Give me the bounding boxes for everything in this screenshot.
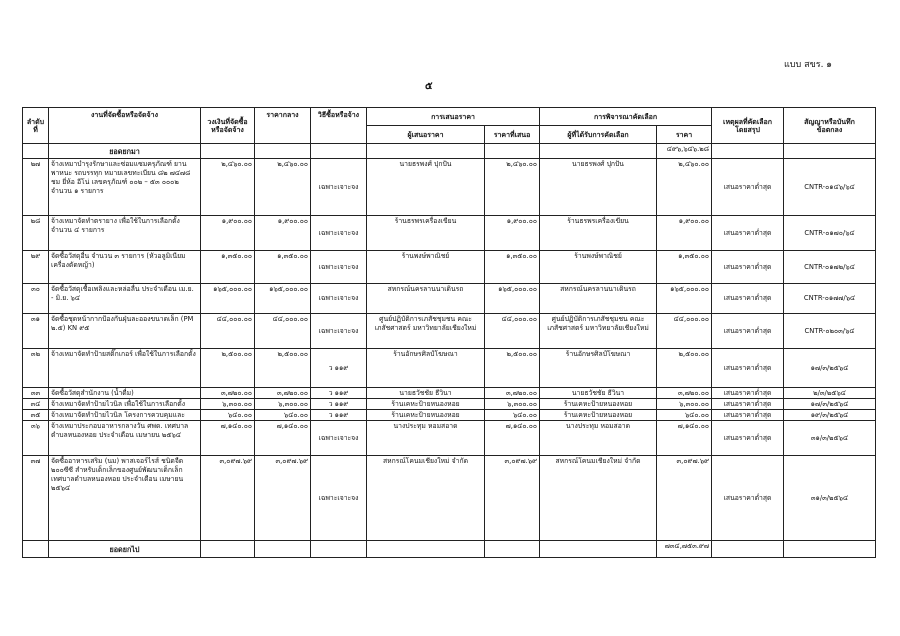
- cell-text: ๒,๔๖๐.๐๐: [678, 160, 710, 168]
- cell-bid-price: [485, 349, 540, 388]
- cell-selected: [540, 284, 657, 314]
- cell-bidder: [367, 349, 485, 388]
- cell-text: ๒/๓/๒๕๖๔: [813, 388, 846, 397]
- cell-reason: [712, 421, 784, 456]
- cell-bid-price: [485, 144, 540, 159]
- cell-text: ๑,๓๕๐.๐๐: [221, 252, 252, 260]
- cell-text: เสนอราคาต่ำสุด: [723, 399, 772, 408]
- cell-reference-price: [255, 349, 311, 388]
- cell-reason: [712, 251, 784, 284]
- cell-text: ๓๐: [31, 285, 40, 293]
- cell-text: จ้างเหมาประกอบอาหารกลางวัน ศพด. เทศบาลตำบลหนองหอย ประจำเดือน เมษายน ๒๕๖๔: [51, 422, 189, 439]
- cell-reference-price: [255, 456, 311, 541]
- cell-text: ๓,๐๙๗.๖๙: [504, 457, 538, 465]
- cell-reference-price: [255, 421, 311, 456]
- cell-no: [23, 144, 49, 159]
- cell-selected-price: [657, 541, 712, 558]
- table-row: [23, 159, 876, 216]
- cell-text: ร้านธรพรเครื่องเขียน: [567, 217, 629, 225]
- cell-no: [23, 251, 49, 284]
- cell-method: [311, 541, 367, 558]
- cell-text: ๖,๓๐๐.๐๐: [679, 400, 710, 408]
- form-code: แบบ สขร. ๑: [784, 60, 833, 70]
- cell-text: ๔๔,๐๐๐.๐๐: [272, 315, 308, 323]
- cell-text: ๒,๕๐๐.๐๐: [277, 350, 308, 358]
- cell-method: [311, 314, 367, 349]
- cell-selected: [540, 159, 657, 216]
- cell-text: ยอดยกมา: [109, 146, 140, 156]
- cell-selected: [540, 349, 657, 388]
- header-reference-price: ราคากลาง: [255, 108, 311, 144]
- cell-budget: [201, 216, 255, 251]
- cell-text: ๑๗/๓/๒๕๖๔: [810, 399, 849, 408]
- cell-text: ร้านอักษรศิลป์โฆษณา: [565, 350, 631, 358]
- cell-selected: [540, 456, 657, 541]
- procurement-table: [22, 107, 876, 558]
- cell-text: สหกรณ์นครลานนาเดินรถ: [560, 285, 636, 293]
- cell-selected: [540, 388, 657, 399]
- cell-text: เฉพาะเจาะจง: [318, 493, 359, 502]
- cell-bid-price: [485, 456, 540, 541]
- cell-budget: [201, 159, 255, 216]
- header-selection: การพิจารณาคัดเลือก: [540, 108, 712, 126]
- cell-text: จัดซื้อวัสดุสำนักงาน (น้ำดื่ม): [51, 389, 134, 397]
- cell-selected: [540, 216, 657, 251]
- cell-selected: [540, 399, 657, 410]
- cell-no: [23, 421, 49, 456]
- cell-reason: [712, 541, 784, 558]
- header-no: ลำดับ ที่: [23, 108, 49, 144]
- cell-bidder: [367, 251, 485, 284]
- cell-reason: [712, 159, 784, 216]
- cell-bidder: [367, 314, 485, 349]
- cell-text: ๓๕: [30, 411, 41, 419]
- header-reason: เหตุผลที่คัดเลือก โดยสรุป: [712, 108, 784, 144]
- cell-text: นายธวัชชัย ธีวินา: [571, 389, 625, 397]
- cell-text: ร้านเคหะป้ายหนองหอย: [563, 400, 633, 408]
- cell-text: CNTR-๐๑๗๗/๖๔: [803, 294, 856, 302]
- cell-selected: [540, 144, 657, 159]
- cell-contract: [784, 410, 876, 421]
- carried-forward-row: [23, 541, 876, 558]
- cell-no: [23, 410, 49, 421]
- cell-method: [311, 421, 367, 456]
- cell-bidder: [367, 144, 485, 159]
- cell-reference-price: [255, 410, 311, 421]
- cell-budget: [201, 399, 255, 410]
- cell-text: ๖๔๐.๐๐: [227, 411, 252, 419]
- cell-method: [311, 399, 367, 410]
- cell-bid-price: [485, 314, 540, 349]
- cell-no: [23, 541, 49, 558]
- cell-method: [311, 284, 367, 314]
- cell-reason: [712, 410, 784, 421]
- cell-bidder: [367, 388, 485, 399]
- cell-contract: [784, 456, 876, 541]
- cell-text: จ้างเหมาจัดทำตรายาง เพื่อใช้ในการเลือกตั้ง จำนวน ๔ รายการ: [51, 217, 180, 234]
- cell-text: ๓,๗๒๐.๐๐: [276, 389, 308, 397]
- cell-method: [311, 410, 367, 421]
- cell-selected: [540, 314, 657, 349]
- cell-no: [23, 399, 49, 410]
- cell-reason: [712, 349, 784, 388]
- cell-text: ๑,๓๕๐.๐๐: [678, 252, 710, 260]
- cell-text: สหกรณ์โคนมเชียงใหม่ จำกัด: [555, 457, 641, 465]
- cell-bidder: [367, 284, 485, 314]
- cell-text: ว ๑๑๙: [328, 388, 349, 397]
- cell-text: เฉพาะเจาะจง: [318, 294, 359, 302]
- cell-text: สหกรณ์นครลานนาเดินรถ: [387, 285, 464, 293]
- cell-bid-price: [485, 399, 540, 410]
- cell-text: จ้างเหมาบำรุงรักษาและซ่อมแซมครุภัณฑ์ ยานพาหนะ รถบรรทุก หมายเลขทะเบียน ๘๒ ๗๔๗๘ ชม ยี่ห้อ อีโน่ เลขครุภัณฑ์ ๐๐๒ – ๕๓ ๐๐๐๒ จำนวน ๑ รายการ: [51, 160, 191, 195]
- cell-contract: [784, 421, 876, 456]
- header-selected: ผู้ที่ได้รับการคัดเลือก: [540, 126, 657, 144]
- cell-reference-price: [255, 284, 311, 314]
- cell-text: เสนอราคาต่ำสุด: [723, 326, 772, 335]
- cell-bid-price: [485, 410, 540, 421]
- cell-text: จ้างเหมาจัดทำป้ายไวนิล เพื่อใช้ในการเลือกตั้ง: [51, 400, 186, 408]
- cell-text: ศูนย์ปฏิบัติการเภสัชชุมชน คณะเภสัชศาสตร์ มหาวิทยาลัยเชียงใหม่: [374, 315, 477, 332]
- cell-bid-price: [485, 284, 540, 314]
- cell-text: CNTR-๐๑๗๒/๖๔: [804, 262, 855, 271]
- cell-text: นางประทุม หอมสอาด: [393, 422, 458, 430]
- cell-text: ๒,๔๖๐.๐๐: [277, 160, 308, 168]
- cell-reference-price: [255, 251, 311, 284]
- cell-bidder: [367, 456, 485, 541]
- cell-selected-price: [657, 399, 712, 410]
- cell-method: [311, 388, 367, 399]
- cell-text: ๓๒: [30, 350, 41, 358]
- cell-no: [23, 388, 49, 399]
- cell-text: ว ๑๑๙: [328, 410, 349, 419]
- cell-bid-price: [485, 159, 540, 216]
- cell-text: เสนอราคาต่ำสุด: [723, 228, 772, 237]
- cell-method: [311, 144, 367, 159]
- cell-reference-price: [255, 216, 311, 251]
- cell-text: ร้านเคหะป้ายหนองหอย: [563, 411, 633, 419]
- cell-text: ๑๙/๓/๒๕๖๔: [810, 410, 849, 419]
- cell-selected: [540, 251, 657, 284]
- cell-no: [23, 216, 49, 251]
- cell-selected: [540, 541, 657, 558]
- cell-text: ๗,๑๔๐.๐๐: [220, 422, 252, 430]
- cell-contract: [784, 284, 876, 314]
- cell-reason: [712, 144, 784, 159]
- cell-text: ๓๔: [30, 400, 41, 408]
- cell-text: ๖๔๐.๐๐: [684, 411, 710, 419]
- cell-text: ๒,๕๐๐.๐๐: [221, 350, 252, 358]
- cell-text: เฉพาะเจาะจง: [318, 326, 359, 335]
- cell-text: ๖,๓๐๐.๐๐: [507, 400, 538, 408]
- cell-selected-price: [657, 216, 712, 251]
- table-row: [23, 421, 876, 456]
- cell-contract: [784, 159, 876, 216]
- cell-reason: [712, 216, 784, 251]
- cell-no: [23, 284, 49, 314]
- table-row: [23, 314, 876, 349]
- table-row: [23, 456, 876, 541]
- cell-text: ๓,๐๙๗.๖๙: [219, 457, 252, 465]
- page-number: ๕: [425, 81, 433, 92]
- cell-text: ศูนย์ปฏิบัติการเภสัชชุมชน คณะเภสัชศาสตร์ มหาวิทยาลัยเชียงใหม่: [547, 315, 649, 332]
- cell-item: [49, 456, 201, 541]
- cell-reference-price: [255, 159, 311, 216]
- cell-item: [49, 144, 201, 159]
- cell-item: [49, 541, 201, 558]
- cell-text: ๑๗/๓/๒๕๖๔: [810, 363, 849, 372]
- cell-text: จัดซื้ออาหารเสริม (นม) พาสเจอร์ไรส์ ชนิดจืด ๒๐๐ซีซี สำหรับเด็กเล็กของศูนย์พัฒนาเด็กเล็ก เทศบาลตำบลหนองหอย ประจำเดือน เมษายน ๒๕๖๔: [51, 457, 184, 492]
- cell-text: เฉพาะเจาะจง: [318, 433, 359, 442]
- cell-bid-price: [485, 216, 540, 251]
- cell-selected-price: [657, 410, 712, 421]
- cell-item: [49, 314, 201, 349]
- cell-text: ๓,๗๒๐.๐๐: [506, 389, 538, 397]
- cell-no: [23, 314, 49, 349]
- cell-contract: [784, 144, 876, 159]
- cell-text: ๗๓๔,๗๕๓.๙๗: [664, 542, 710, 550]
- cell-item: [49, 388, 201, 399]
- cell-selected-price: [657, 456, 712, 541]
- table-header: [23, 108, 876, 144]
- cell-budget: [201, 410, 255, 421]
- cell-reference-price: [255, 314, 311, 349]
- cell-text: เฉพาะเจาะจง: [318, 262, 359, 271]
- cell-contract: [784, 216, 876, 251]
- cell-text: ๔๔,๐๐๐.๐๐: [501, 315, 538, 323]
- cell-text: ๑,๙๐๐.๐๐: [678, 217, 710, 225]
- cell-text: ๑,๙๐๐.๐๐: [221, 217, 252, 225]
- cell-text: ๓,๐๙๗.๖๙: [676, 457, 710, 465]
- cell-selected-price: [657, 421, 712, 456]
- cell-reference-price: [255, 144, 311, 159]
- cell-item: [49, 399, 201, 410]
- cell-selected-price: [657, 159, 712, 216]
- cell-reason: [712, 284, 784, 314]
- cell-text: ๑,๙๐๐.๐๐: [506, 217, 538, 225]
- cell-method: [311, 216, 367, 251]
- table-body: [23, 144, 876, 558]
- header-item: งานที่จัดซื้อหรือจัดจ้าง: [49, 108, 201, 144]
- cell-text: จ้างเหมาจัดทำป้ายสติ๊กเกอร์ เพื่อใช้ในการเลือกตั้ง: [51, 350, 196, 358]
- cell-text: ๑,๙๐๐.๐๐: [277, 217, 308, 225]
- cell-text: จัดซื้อวัสดุอื่น จำนวน ๓ รายการ (หัวอลูมิเนียม เครื่องตัดหญ้า): [51, 252, 186, 269]
- cell-bidder: [367, 159, 485, 216]
- cell-text: ยอดยกไป: [109, 544, 140, 554]
- cell-item: [49, 284, 201, 314]
- cell-text: ๗,๑๔๐.๐๐: [276, 422, 308, 430]
- cell-method: [311, 159, 367, 216]
- header-bidding: การเสนอราคา: [367, 108, 540, 126]
- cell-text: ๓,๐๙๗.๖๙: [275, 457, 308, 465]
- cell-text: ๗,๑๔๐.๐๐: [505, 422, 538, 430]
- cell-budget: [201, 144, 255, 159]
- table-row: [23, 410, 876, 421]
- cell-text: จ้างเหมาจัดทำป้ายไวนิล โครงการควบคุมและ: [51, 411, 185, 419]
- cell-text: เสนอราคาต่ำสุด: [723, 262, 772, 271]
- cell-text: นายธรพงศ์ ปุกปัน: [399, 160, 452, 168]
- cell-text: เสนอราคาต่ำสุด: [723, 493, 772, 502]
- cell-item: [49, 410, 201, 421]
- cell-text: นายธรพงศ์ ปุกปัน: [572, 160, 624, 168]
- cell-bidder: [367, 541, 485, 558]
- cell-text: ๒๗: [30, 160, 41, 168]
- cell-item: [49, 159, 201, 216]
- cell-bid-price: [485, 421, 540, 456]
- cell-bidder: [367, 410, 485, 421]
- cell-budget: [201, 314, 255, 349]
- cell-text: ๒,๕๐๐.๐๐: [506, 350, 538, 358]
- table-row: [23, 216, 876, 251]
- cell-text: ร้านพงษ์พาณิชย์: [574, 252, 622, 260]
- cell-text: ๒,๔๖๐.๐๐: [221, 160, 252, 168]
- cell-budget: [201, 251, 255, 284]
- cell-text: เสนอราคาต่ำสุด: [723, 433, 772, 442]
- cell-contract: [784, 399, 876, 410]
- header-method: วิธีซื้อหรือจ้าง: [311, 108, 367, 144]
- cell-text: ๒,๕๐๐.๐๐: [678, 350, 710, 358]
- cell-text: ๔๙๖,๖๔๖.๒๘: [666, 145, 710, 153]
- cell-budget: [201, 349, 255, 388]
- cell-text: ๖,๓๐๐.๐๐: [278, 400, 308, 408]
- cell-text: ๓๑: [31, 315, 40, 323]
- cell-text: ๓๑/๓/๒๕๖๔: [810, 493, 849, 502]
- cell-no: [23, 456, 49, 541]
- cell-selected: [540, 421, 657, 456]
- cell-text: ว ๑๑๙: [328, 399, 349, 408]
- header-contract: สัญญาหรือบันทึก ข้อตกลง: [784, 108, 876, 144]
- cell-bid-price: [485, 541, 540, 558]
- cell-text: ๗,๑๔๐.๐๐: [677, 422, 710, 430]
- cell-reason: [712, 456, 784, 541]
- cell-text: ๑,๓๕๐.๐๐: [277, 252, 308, 260]
- cell-reason: [712, 388, 784, 399]
- cell-selected-price: [657, 388, 712, 399]
- cell-text: จัดซื้อวัสดุเชื้อเพลิงและหล่อลื่น ประจำเดือน เม.ย. - มิ.ย. ๖๔: [51, 285, 194, 302]
- cell-no: [23, 159, 49, 216]
- cell-reason: [712, 314, 784, 349]
- cell-text: เสนอราคาต่ำสุด: [723, 410, 772, 419]
- cell-text: ร้านธรพรเครื่องเขียน: [394, 217, 457, 225]
- cell-text: เสนอราคาต่ำสุด: [723, 388, 772, 397]
- cell-bidder: [367, 421, 485, 456]
- table-row: [23, 349, 876, 388]
- cell-budget: [201, 388, 255, 399]
- cell-contract: [784, 314, 876, 349]
- cell-bidder: [367, 399, 485, 410]
- header-budget: วงเงินที่จัดซื้อ หรือจัดจ้าง: [201, 108, 255, 144]
- cell-budget: [201, 284, 255, 314]
- table-row: [23, 251, 876, 284]
- cell-reference-price: [255, 388, 311, 399]
- table-row: [23, 284, 876, 314]
- cell-text: ว ๑๑๙: [328, 363, 349, 372]
- cell-text: ร้านอักษรศิลป์โฆษณา: [393, 350, 458, 358]
- cell-bid-price: [485, 388, 540, 399]
- cell-item: [49, 251, 201, 284]
- cell-text: ๓๑/๓/๒๕๖๔: [810, 433, 849, 442]
- cell-budget: [201, 421, 255, 456]
- cell-text: เสนอราคาต่ำสุด: [723, 363, 772, 372]
- cell-text: นายธวัชชัย ธีวินา: [399, 389, 452, 397]
- cell-text: ๓๓: [30, 389, 41, 397]
- cell-text: ๖,๓๐๐.๐๐: [222, 400, 252, 408]
- cell-item: [49, 349, 201, 388]
- cell-text: ๒๘: [30, 217, 41, 225]
- cell-text: ๑๖๕,๐๐๐.๐๐: [269, 285, 308, 293]
- cell-text: ร้านพงษ์พาณิชย์: [401, 252, 450, 260]
- cell-text: ๑๖๕,๐๐๐.๐๐: [498, 285, 538, 293]
- cell-text: ๔๔,๐๐๐.๐๐: [673, 315, 710, 323]
- cell-text: ๓,๗๒๐.๐๐: [678, 389, 710, 397]
- cell-budget: [201, 541, 255, 558]
- cell-text: เฉพาะเจาะจง: [318, 182, 359, 191]
- cell-item: [49, 421, 201, 456]
- cell-contract: [784, 251, 876, 284]
- cell-selected-price: [657, 314, 712, 349]
- cell-selected-price: [657, 284, 712, 314]
- cell-text: ๑,๓๕๐.๐๐: [506, 252, 538, 260]
- cell-text: ๒,๔๖๐.๐๐: [506, 160, 538, 168]
- cell-reason: [712, 399, 784, 410]
- cell-method: [311, 456, 367, 541]
- cell-text: CNTR-๐๒๐๓/๖๔: [804, 326, 855, 335]
- cell-text: ๖๔๐.๐๐: [512, 411, 538, 419]
- header-selected-price: ราคา: [657, 126, 712, 144]
- cell-text: เฉพาะเจาะจง: [318, 228, 359, 237]
- cell-text: CNTR-๐๑๗๐/๖๔: [804, 228, 855, 237]
- cell-selected-price: [657, 349, 712, 388]
- cell-selected-price: [657, 251, 712, 284]
- header-bidder: ผู้เสนอราคา: [367, 126, 485, 144]
- table-row: [23, 388, 876, 399]
- cell-reference-price: [255, 541, 311, 558]
- cell-text: ๒๙: [30, 252, 41, 260]
- cell-selected-price: [657, 144, 712, 159]
- cell-method: [311, 251, 367, 284]
- cell-budget: [201, 456, 255, 541]
- cell-selected: [540, 410, 657, 421]
- cell-text: ๔๔,๐๐๐.๐๐: [216, 315, 252, 323]
- cell-contract: [784, 349, 876, 388]
- cell-text: ร้านเคหะป้ายหนองหอย: [391, 400, 460, 408]
- cell-reference-price: [255, 399, 311, 410]
- cell-text: ๑๖๕,๐๐๐.๐๐: [213, 285, 252, 293]
- cell-contract: [784, 541, 876, 558]
- cell-bidder: [367, 216, 485, 251]
- cell-text: CNTR-๐๑๔๖/๖๔: [804, 182, 855, 191]
- cell-text: สหกรณ์โคนมเชียงใหม่ จำกัด: [382, 457, 469, 465]
- carried-in-row: [23, 144, 876, 159]
- cell-text: เสนอราคาต่ำสุด: [723, 182, 772, 191]
- cell-no: [23, 349, 49, 388]
- header-bid-price: ราคาที่เสนอ: [485, 126, 540, 144]
- cell-method: [311, 349, 367, 388]
- cell-text: ๓๖: [31, 422, 40, 430]
- cell-contract: [784, 388, 876, 399]
- cell-text: ๓๗: [30, 457, 41, 465]
- cell-text: ๖๔๐.๐๐: [283, 411, 308, 419]
- cell-text: เสนอราคาต่ำสุด: [723, 294, 772, 302]
- cell-text: จัดซื้อชุดหน้ากากป้องกันฝุ่นละอองขนาดเล็ก (PM ๒.๕) KN ๙๕: [51, 315, 194, 332]
- cell-text: ๑๖๕,๐๐๐.๐๐: [670, 285, 710, 293]
- table-row: [23, 399, 876, 410]
- cell-item: [49, 216, 201, 251]
- cell-bid-price: [485, 251, 540, 284]
- cell-text: นางประทุม หอมสอาด: [566, 422, 631, 430]
- cell-text: ๓,๗๒๐.๐๐: [220, 389, 252, 397]
- cell-text: ร้านเคหะป้ายหนองหอย: [391, 411, 460, 419]
